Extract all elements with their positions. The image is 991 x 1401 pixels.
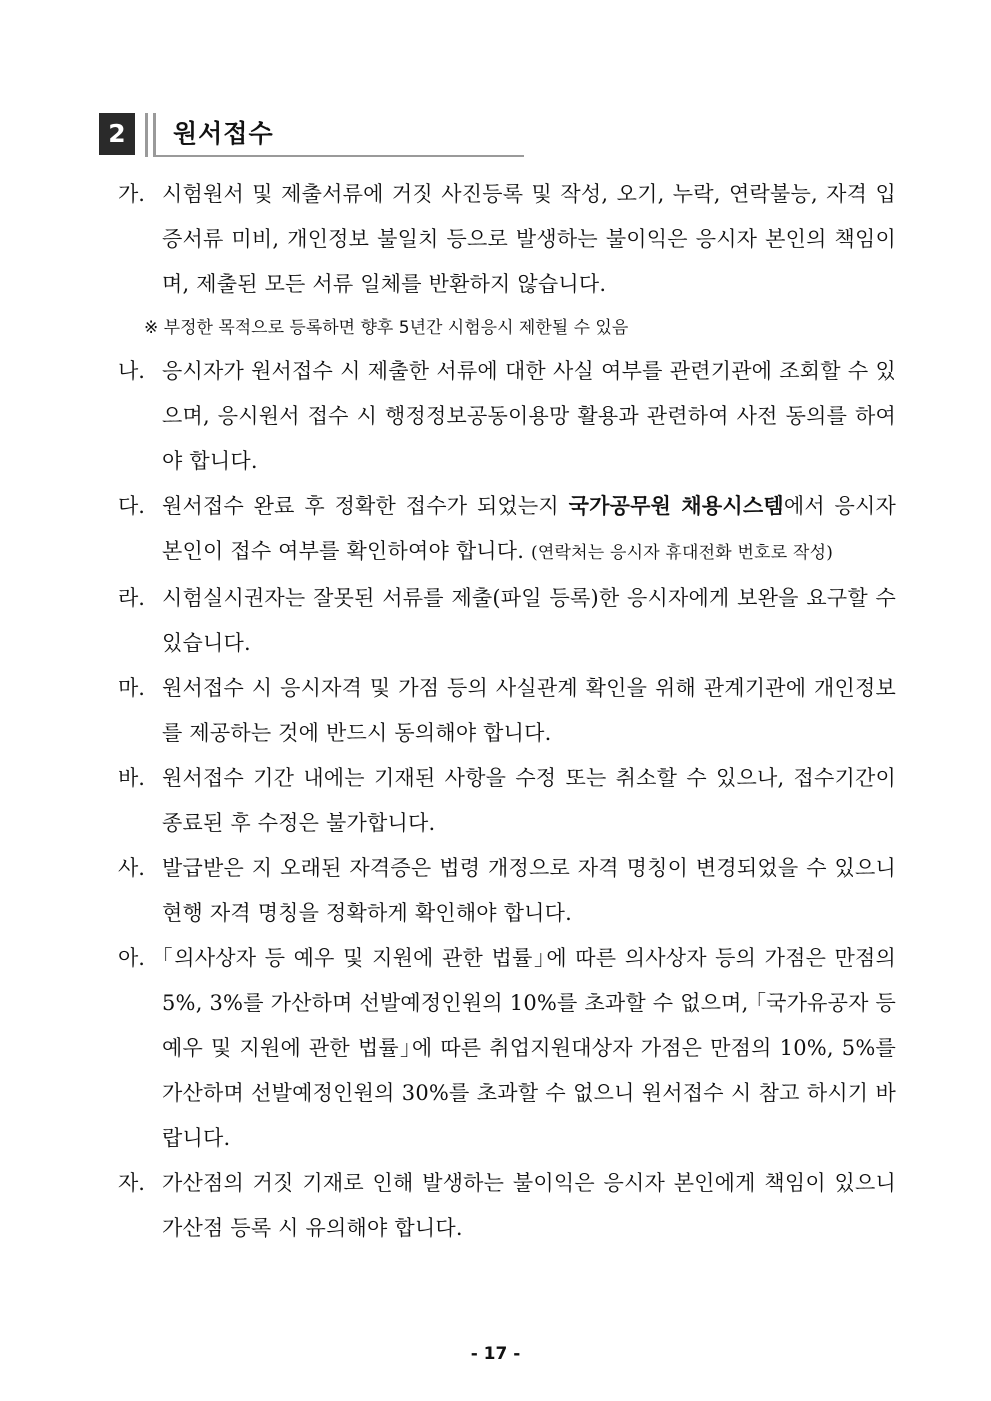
recruitment-system-name: 국가공무원 채용시스템 [568, 494, 784, 518]
list-item-ra [118, 576, 896, 666]
heading-underline [153, 155, 524, 157]
item-text-remark: (연락처는 응시자 휴대전화 번호로 작성) [531, 543, 834, 563]
list-item-ja [118, 1161, 896, 1251]
section-heading [99, 113, 524, 157]
item-text: 가산점의 거짓 기재로 인해 발생하는 불이익은 응시자 본인에게 책임이 있으니 가산점 등록 시 유의해야 합니다. [162, 1171, 896, 1240]
list-item-ba [118, 756, 896, 846]
item-text: 시험원서 및 제출서류에 거짓 사진등록 및 작성, 오기, 누락, 연락불능, 자격 입증서류 미비, 개인정보 불일치 등으로 발생하는 불이익은 응시자 본인의 책임이며, 제출된 모든 서류 일체를 반환하지 않습니다. [162, 182, 896, 296]
item-text [162, 484, 896, 576]
item-marker: 마. [118, 676, 145, 700]
list-item-na [118, 349, 896, 484]
item-text: 시험실시권자는 잘못된 서류를 제출(파일 등록)한 응시자에게 보완을 요구할 수 있습니다. [162, 586, 896, 655]
heading-divider-bar [145, 113, 148, 157]
item-marker: 나. [118, 359, 145, 383]
item-marker: 아. [118, 946, 145, 970]
item-text-part: 원서접수 완료 후 정확한 접수가 되었는지 [162, 494, 569, 518]
item-marker: 가. [118, 182, 145, 206]
section-title: 원서접수 [173, 119, 274, 148]
item-marker: 자. [118, 1171, 145, 1195]
item-text: 원서접수 기간 내에는 기재된 사항을 수정 또는 취소할 수 있으나, 접수기간이 종료된 후 수정은 불가합니다. [162, 766, 896, 835]
item-text-part: 에서 응시자 본인이 접수 여부를 확인하여야 합니다. [162, 494, 897, 563]
notice-list [118, 172, 896, 1251]
list-item-a [118, 936, 896, 1161]
list-item-ga [118, 172, 896, 307]
item-marker: 라. [118, 586, 145, 610]
list-item-da [118, 484, 896, 576]
item-marker: 사. [118, 856, 145, 880]
list-item-ma [118, 666, 896, 756]
item-note: ※ 부정한 목적으로 등록하면 향후 5년간 시험응시 제한될 수 있음 [144, 318, 629, 338]
item-text: 응시자가 원서접수 시 제출한 서류에 대한 사실 여부를 관련기관에 조회할 수 있으며, 응시원서 접수 시 행정정보공동이용망 활용과 관련하여 사전 동의를 하여야 합니다. [162, 359, 896, 473]
section-number: 2 [99, 113, 135, 155]
heading-divider-bar [153, 113, 156, 157]
page-number: - 17 - [470, 1344, 521, 1364]
item-text: ｢의사상자 등 예우 및 지원에 관한 법률｣에 따른 의사상자 등의 가점은 만점의 5%, 3%를 가산하며 선발예정인원의 10%를 초과할 수 없으며, ｢국가유공자 등 예우 및 지원에 관한 법률｣에 따른 취업지원대상자 가점은 만점의 10%, 5%를 가산하며 선발예정인원의 30%를 초과할 수 없으니 원서접수 시 참고 하시기 바랍니다. [162, 946, 896, 1150]
list-item-sa [118, 846, 896, 936]
item-text: 발급받은 지 오래된 자격증은 법령 개정으로 자격 명칭이 변경되었을 수 있으니 현행 자격 명칭을 정확하게 확인해야 합니다. [162, 856, 896, 925]
item-marker: 다. [118, 494, 145, 518]
item-marker: 바. [118, 766, 145, 790]
item-text: 원서접수 시 응시자격 및 가점 등의 사실관계 확인을 위해 관계기관에 개인정보를 제공하는 것에 반드시 동의해야 합니다. [162, 676, 896, 745]
